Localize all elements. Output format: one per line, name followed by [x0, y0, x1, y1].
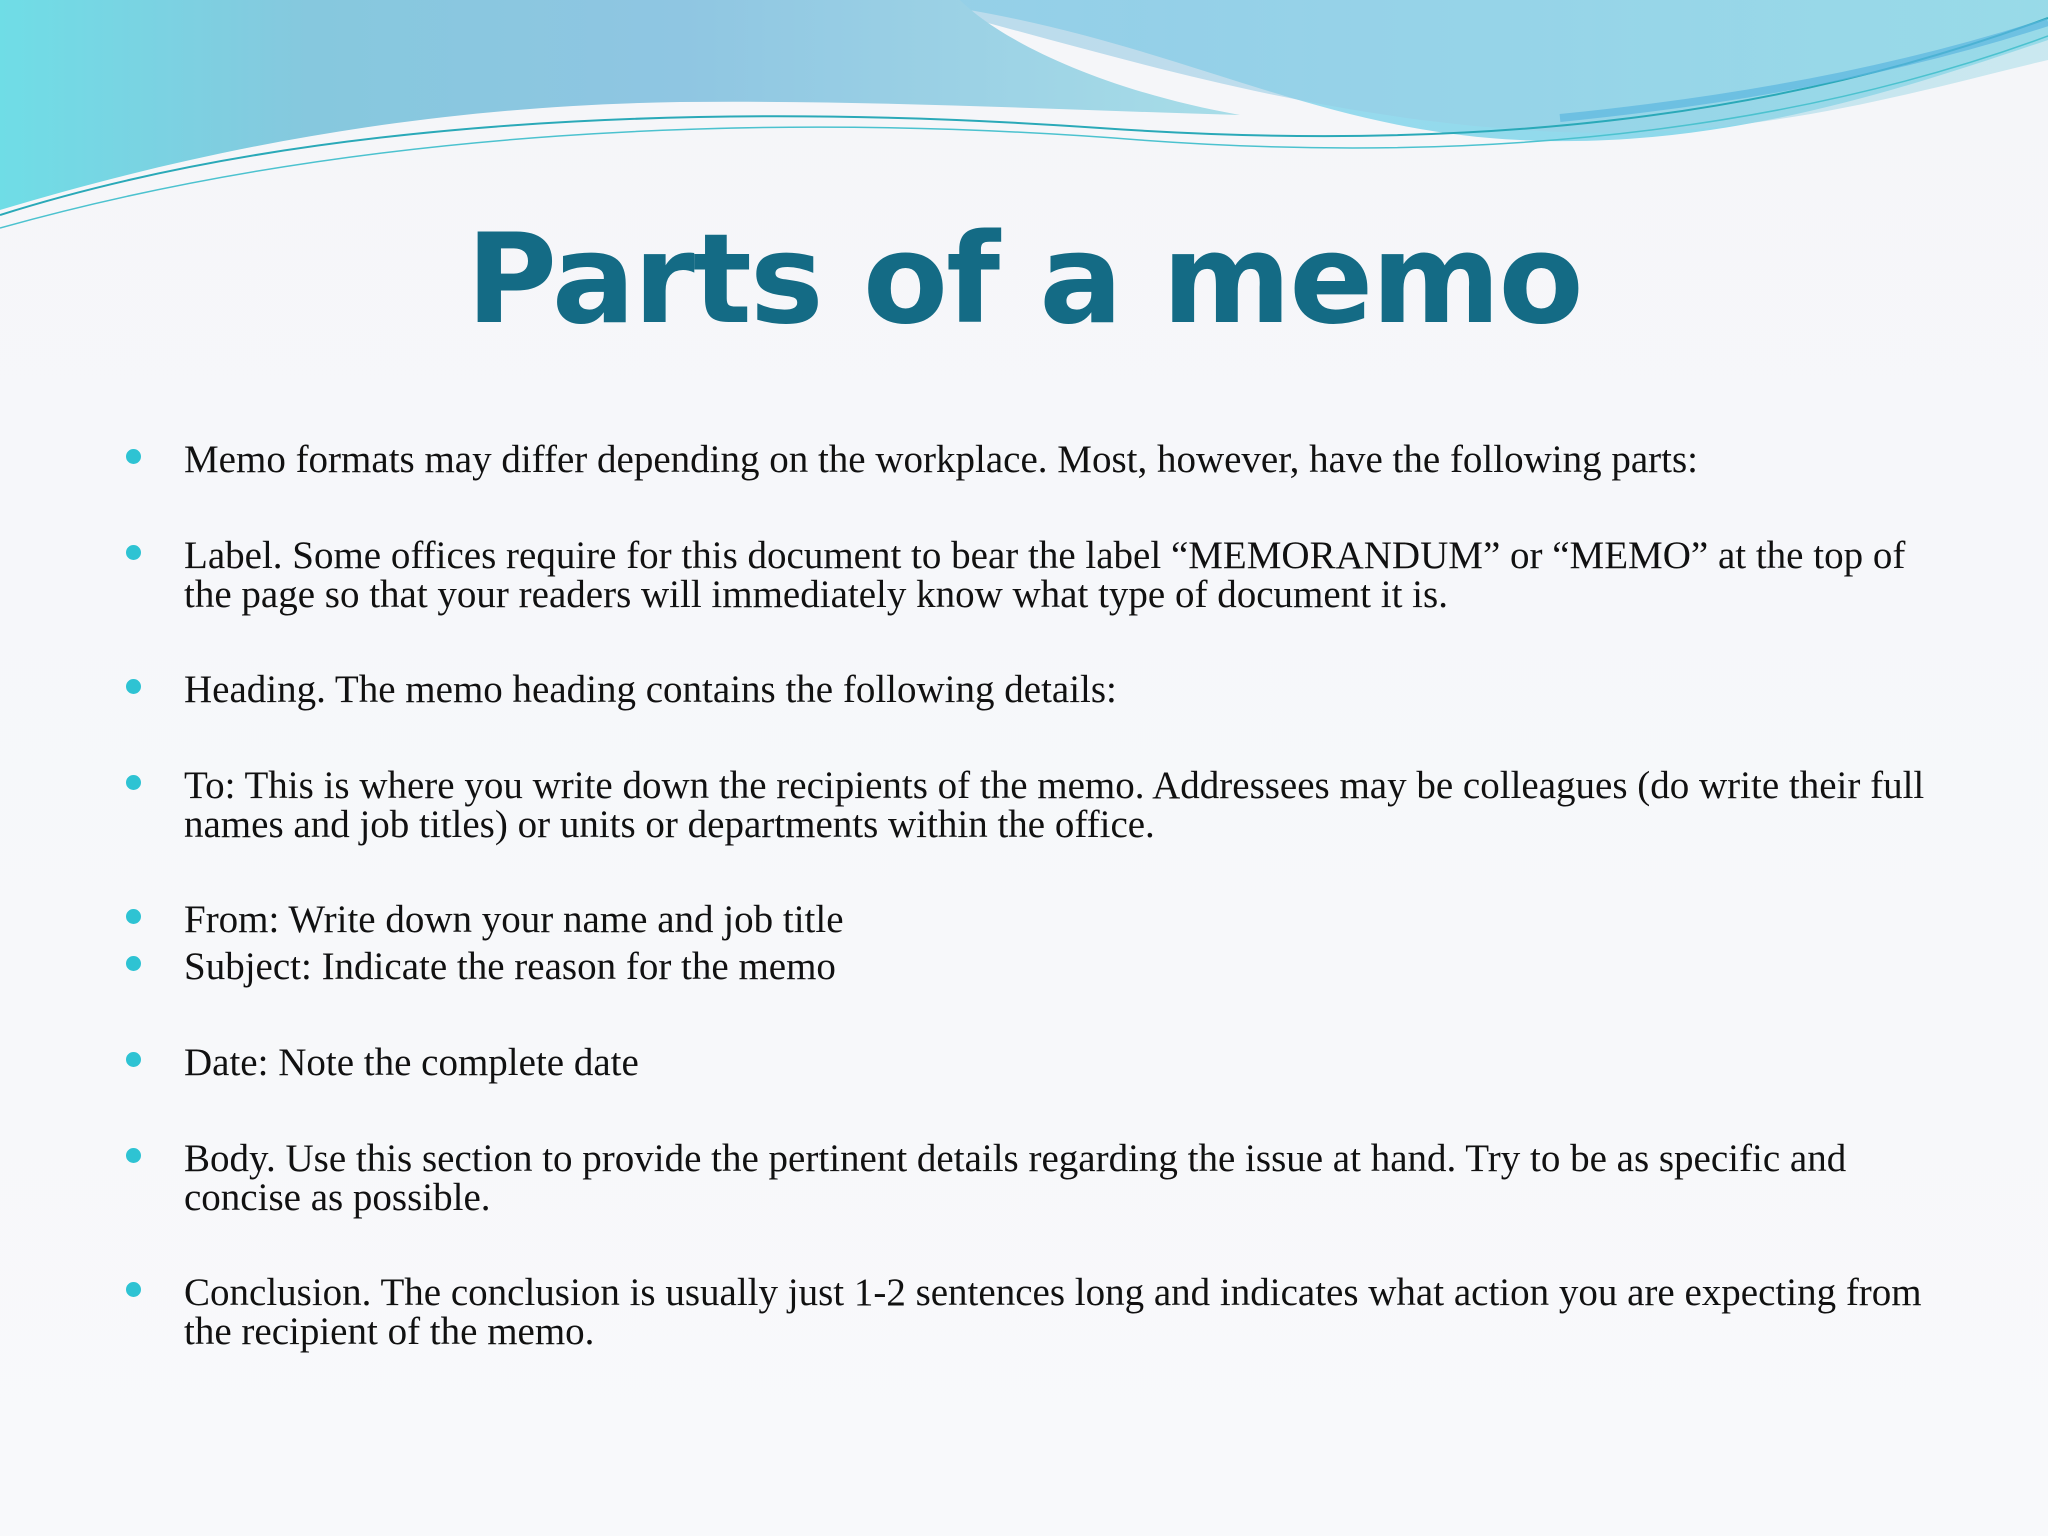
bullet-text: Memo formats may differ depending on the workplace. Most, however, have the following parts: — [184, 438, 1698, 481]
bullet-text: To: This is where you write down the recipients of the memo. Addressees may be colleagues (do write their full names and job titles) or units or departments within the office. — [184, 764, 1925, 846]
bullet-dot-icon — [126, 545, 141, 560]
bullet-text: Heading. The memo heading contains the following details: — [184, 668, 1117, 711]
bullet-text: Body. Use this section to provide the pertinent details regarding the issue at hand. Try to be as specific and concise as possible. — [184, 1137, 1847, 1219]
bullet-dot-icon — [126, 909, 141, 924]
bullet-item-heading — [184, 670, 1944, 709]
bullet-item-subject — [184, 947, 1944, 986]
bullet-item-conclusion — [184, 1273, 1944, 1351]
bullet-dot-icon — [126, 956, 141, 971]
bullet-dot-icon — [126, 775, 141, 790]
bullet-dot-icon — [126, 1052, 141, 1067]
bullet-text: From: Write down your name and job title — [184, 898, 844, 941]
bullet-dot-icon — [126, 679, 141, 694]
bullet-item-date — [184, 1043, 1944, 1082]
bullet-item-body — [184, 1139, 1944, 1217]
bullet-item-to — [184, 766, 1944, 844]
slide-title: Parts of a memo — [466, 208, 1582, 352]
bullet-text: Label. Some offices require for this document to bear the label “MEMORANDUM” or “MEMO” at the top of the page so that your readers will immediately know what type of document it is. — [184, 534, 1906, 616]
bullet-text: Date: Note the complete date — [184, 1041, 639, 1084]
bullet-text: Subject: Indicate the reason for the memo — [184, 945, 836, 988]
bullet-dot-icon — [126, 1148, 141, 1163]
bullet-dot-icon — [126, 1282, 141, 1297]
bullet-dot-icon — [126, 449, 141, 464]
bullet-item-from — [184, 900, 1944, 939]
bullet-item-label — [184, 536, 1944, 614]
bullet-item-memo-formats — [184, 440, 1944, 479]
bullet-text: Conclusion. The conclusion is usually just 1-2 sentences long and indicates what action you are expecting from the recipient of the memo. — [184, 1271, 1922, 1353]
